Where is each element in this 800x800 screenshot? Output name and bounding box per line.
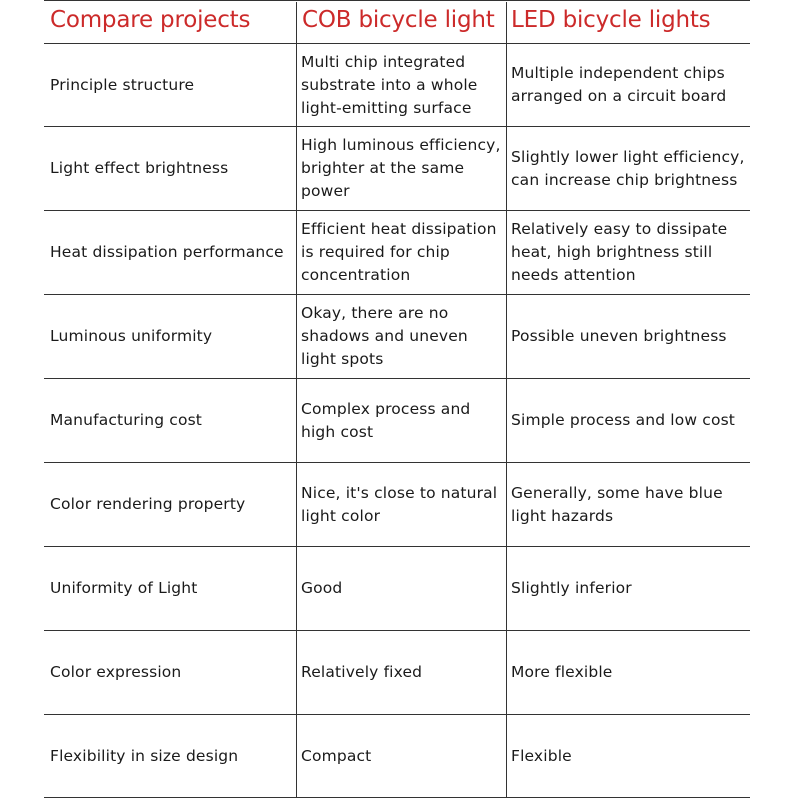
cell-text: Slightly inferior (511, 579, 632, 597)
cob-cell (301, 715, 503, 797)
cob-cell (301, 211, 503, 294)
row-label (50, 463, 290, 546)
row-label (50, 631, 290, 714)
cell-text: Okay, there are no shadows and uneven light spots (301, 304, 468, 368)
led-cell (511, 44, 747, 126)
table-header-row (44, 0, 750, 44)
cell-text: Color expression (50, 663, 182, 681)
table-row (44, 547, 750, 631)
cell-text: Flexibility in size design (50, 746, 239, 765)
table-row (44, 463, 750, 547)
cell-text: More flexible (511, 663, 613, 681)
led-cell (511, 127, 747, 210)
table-row (44, 631, 750, 715)
cell-text: Luminous uniformity (50, 327, 213, 345)
cell-text: Simple process and low cost (511, 411, 736, 429)
header-cob-bicycle-light: COB bicycle light (302, 7, 495, 33)
cob-cell (301, 295, 503, 378)
led-cell (511, 379, 747, 462)
cell-text: Color rendering property (50, 495, 246, 513)
cob-cell (301, 44, 503, 126)
led-cell (511, 547, 747, 630)
cell-text: Flexible (511, 746, 572, 765)
cell-text: Principle structure (50, 75, 195, 94)
cell-text: Light effect brightness (50, 159, 229, 177)
cell-text: Relatively fixed (301, 663, 423, 681)
led-cell (511, 631, 747, 714)
cell-text: Multiple independent chips arranged on a circuit board (511, 64, 727, 105)
row-label (50, 127, 290, 210)
table-row (44, 44, 750, 127)
cell-text: Manufacturing cost (50, 411, 203, 429)
cell-text: Uniformity of Light (50, 579, 198, 597)
row-label (50, 211, 290, 294)
row-label (50, 295, 290, 378)
cell-text: Possible uneven brightness (511, 327, 727, 345)
table-row (44, 127, 750, 211)
comparison-table (44, 0, 750, 800)
led-cell (511, 715, 747, 797)
cell-text: Multi chip integrated substrate into a whole light-emitting surface (301, 52, 478, 117)
cell-text: Heat dissipation performance (50, 243, 284, 261)
row-label (50, 715, 290, 797)
table-row (44, 379, 750, 463)
cell-text: Generally, some have blue light hazards (511, 483, 723, 525)
cell-text: Nice, it's close to natural light color (301, 483, 498, 525)
table-row (44, 295, 750, 379)
led-cell (511, 295, 747, 378)
cob-cell (301, 463, 503, 546)
row-label (50, 44, 290, 126)
cob-cell (301, 631, 503, 714)
header-compare-projects: Compare projects (50, 7, 251, 33)
cob-cell (301, 127, 503, 210)
header-led-bicycle-lights: LED bicycle lights (511, 7, 711, 33)
led-cell (511, 211, 747, 294)
cob-cell (301, 547, 503, 630)
table-row (44, 211, 750, 295)
cell-text: Slightly lower light efficiency, can increase chip brightness (511, 147, 745, 189)
cell-text: Good (301, 579, 343, 597)
cell-text: Efficient heat dissipation is required for chip concentration (301, 220, 497, 284)
cell-text: Compact (301, 746, 372, 765)
led-cell (511, 463, 747, 546)
cell-text: High luminous efficiency, brighter at the same power (301, 136, 501, 200)
table-row (44, 715, 750, 798)
row-label (50, 379, 290, 462)
cell-text: Relatively easy to dissipate heat, high brightness still needs attention (511, 220, 728, 284)
cob-cell (301, 379, 503, 462)
cell-text: Complex process and high cost (301, 399, 471, 441)
row-label (50, 547, 290, 630)
